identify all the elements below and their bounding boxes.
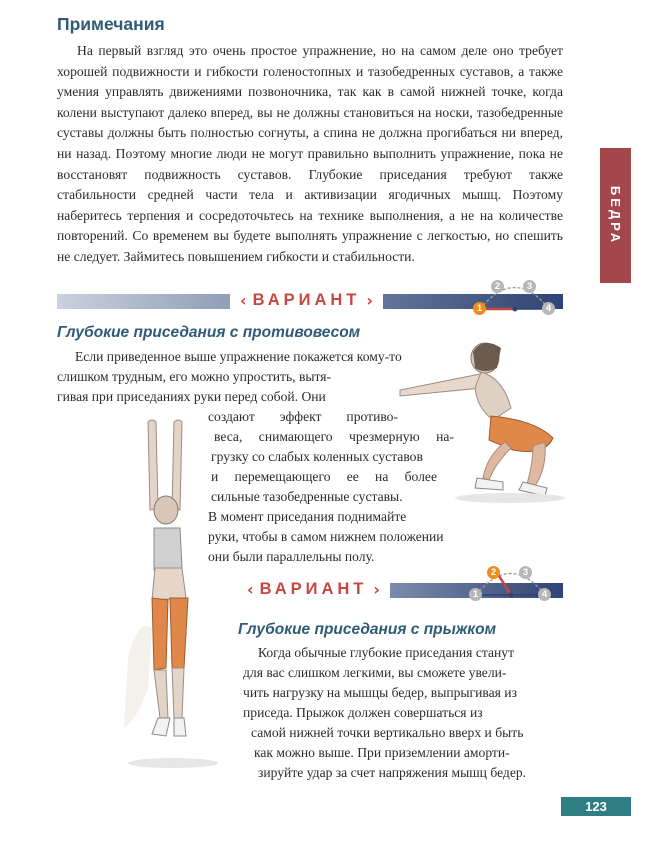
variant-1-line: сильные тазобедренные суставы.	[211, 489, 403, 504]
difficulty-level-3: 3	[523, 280, 536, 293]
jump-squat-illustration	[118, 418, 238, 778]
section-tab	[600, 148, 631, 283]
notes-title: Примечания	[57, 14, 165, 34]
variant-1-line: они были параллельны полу.	[208, 549, 375, 564]
difficulty-level-1: 1	[473, 302, 486, 315]
variant-2-line: самой нижней точки вертикально вверх и быть	[251, 725, 524, 740]
variant-1-line: В момент приседания поднимайте	[208, 509, 407, 524]
notes-paragraph: На первый взгляд это очень простое упражнение, но на самом деле оно требует хорошей подвижности и гибкости голеностопных и тазобедренных суставов, а также умения управлять движениями позвоночника, так как в самой нижней точке, когда колени выступают далеко вперед, вы не должны становиться на носки, тазобедренные суставы должны быть полностью согнуты, а спина не должна прогибаться ни вперед, ни назад. Поэтому многие люди не могут правильно выполнить упражнение, пока не восстановят подвижность суставов. Глубокие приседания требуют также стабильности средней части тела и активизации ягодичных мышц. Поэтому наберитесь терпения и сосредоточьтесь на технике выполнения, а не на количестве повторений. Со временем вы будете выполнять упражнение с легкостью, но спешить не следует. Займитесь повышением гибкости и стабильности.	[57, 43, 563, 264]
variant-1-line: руки, чтобы в самом нижнем положении	[208, 529, 444, 544]
variant-2-line: чить нагрузку на мышцы бедер, выпрыгивая из	[243, 685, 517, 700]
variant-1-line: создают эффект противо-	[208, 409, 398, 424]
variant-label-2	[237, 577, 390, 602]
variant-2-line: зируйте удар за счет напряжения мышц бедер.	[258, 765, 527, 780]
difficulty-gauge-2	[466, 562, 558, 602]
chevron-left-icon: ‹	[240, 291, 247, 310]
difficulty-level-3: 3	[519, 566, 532, 579]
variant-1-line: грузку со слабых коленных суставов	[211, 449, 423, 464]
variant-2-title: Глубокие приседания с прыжком	[238, 621, 497, 638]
counterweight-squat-illustration	[385, 338, 565, 518]
variant-1-line: слишком трудным, его можно упростить, вытя-	[57, 369, 332, 384]
variant-1-title: Глубокие приседания с противовесом	[57, 324, 361, 341]
variant-word: ВАРИАНТ	[259, 580, 368, 598]
difficulty-level-2: 2	[487, 566, 500, 579]
chevron-right-icon: ›	[366, 291, 373, 310]
chevron-left-icon: ‹	[247, 580, 254, 599]
variant-label-1	[230, 288, 383, 313]
variant-1-line: Если приведенное выше упражнение покажется кому-то	[75, 349, 402, 364]
page-number: 123	[561, 797, 631, 816]
variant-2-line: как можно выше. При приземлении аморти-	[254, 745, 510, 760]
chevron-right-icon: ›	[373, 580, 380, 599]
variant-1-line: веса, снимающего чрезмерную на-	[214, 429, 454, 444]
variant-2-line: приседа. Прыжок должен совершаться из	[243, 705, 483, 720]
difficulty-level-4: 4	[542, 302, 555, 315]
section-tab-label: БЕДРА	[608, 185, 624, 246]
difficulty-gauge-1	[470, 276, 562, 316]
variant-2-line: Когда обычные глубокие приседания станут	[258, 645, 515, 660]
variant-1-line: и перемещающего ее на более	[211, 469, 437, 484]
variant-word: ВАРИАНТ	[252, 291, 361, 309]
difficulty-level-4: 4	[538, 588, 551, 601]
variant-1-line: гивая при приседаниях руки перед собой. Они	[57, 389, 326, 404]
difficulty-level-1: 1	[469, 588, 482, 601]
difficulty-level-2: 2	[491, 280, 504, 293]
variant-2-line: для вас слишком легкими, вы сможете увели-	[243, 665, 507, 680]
